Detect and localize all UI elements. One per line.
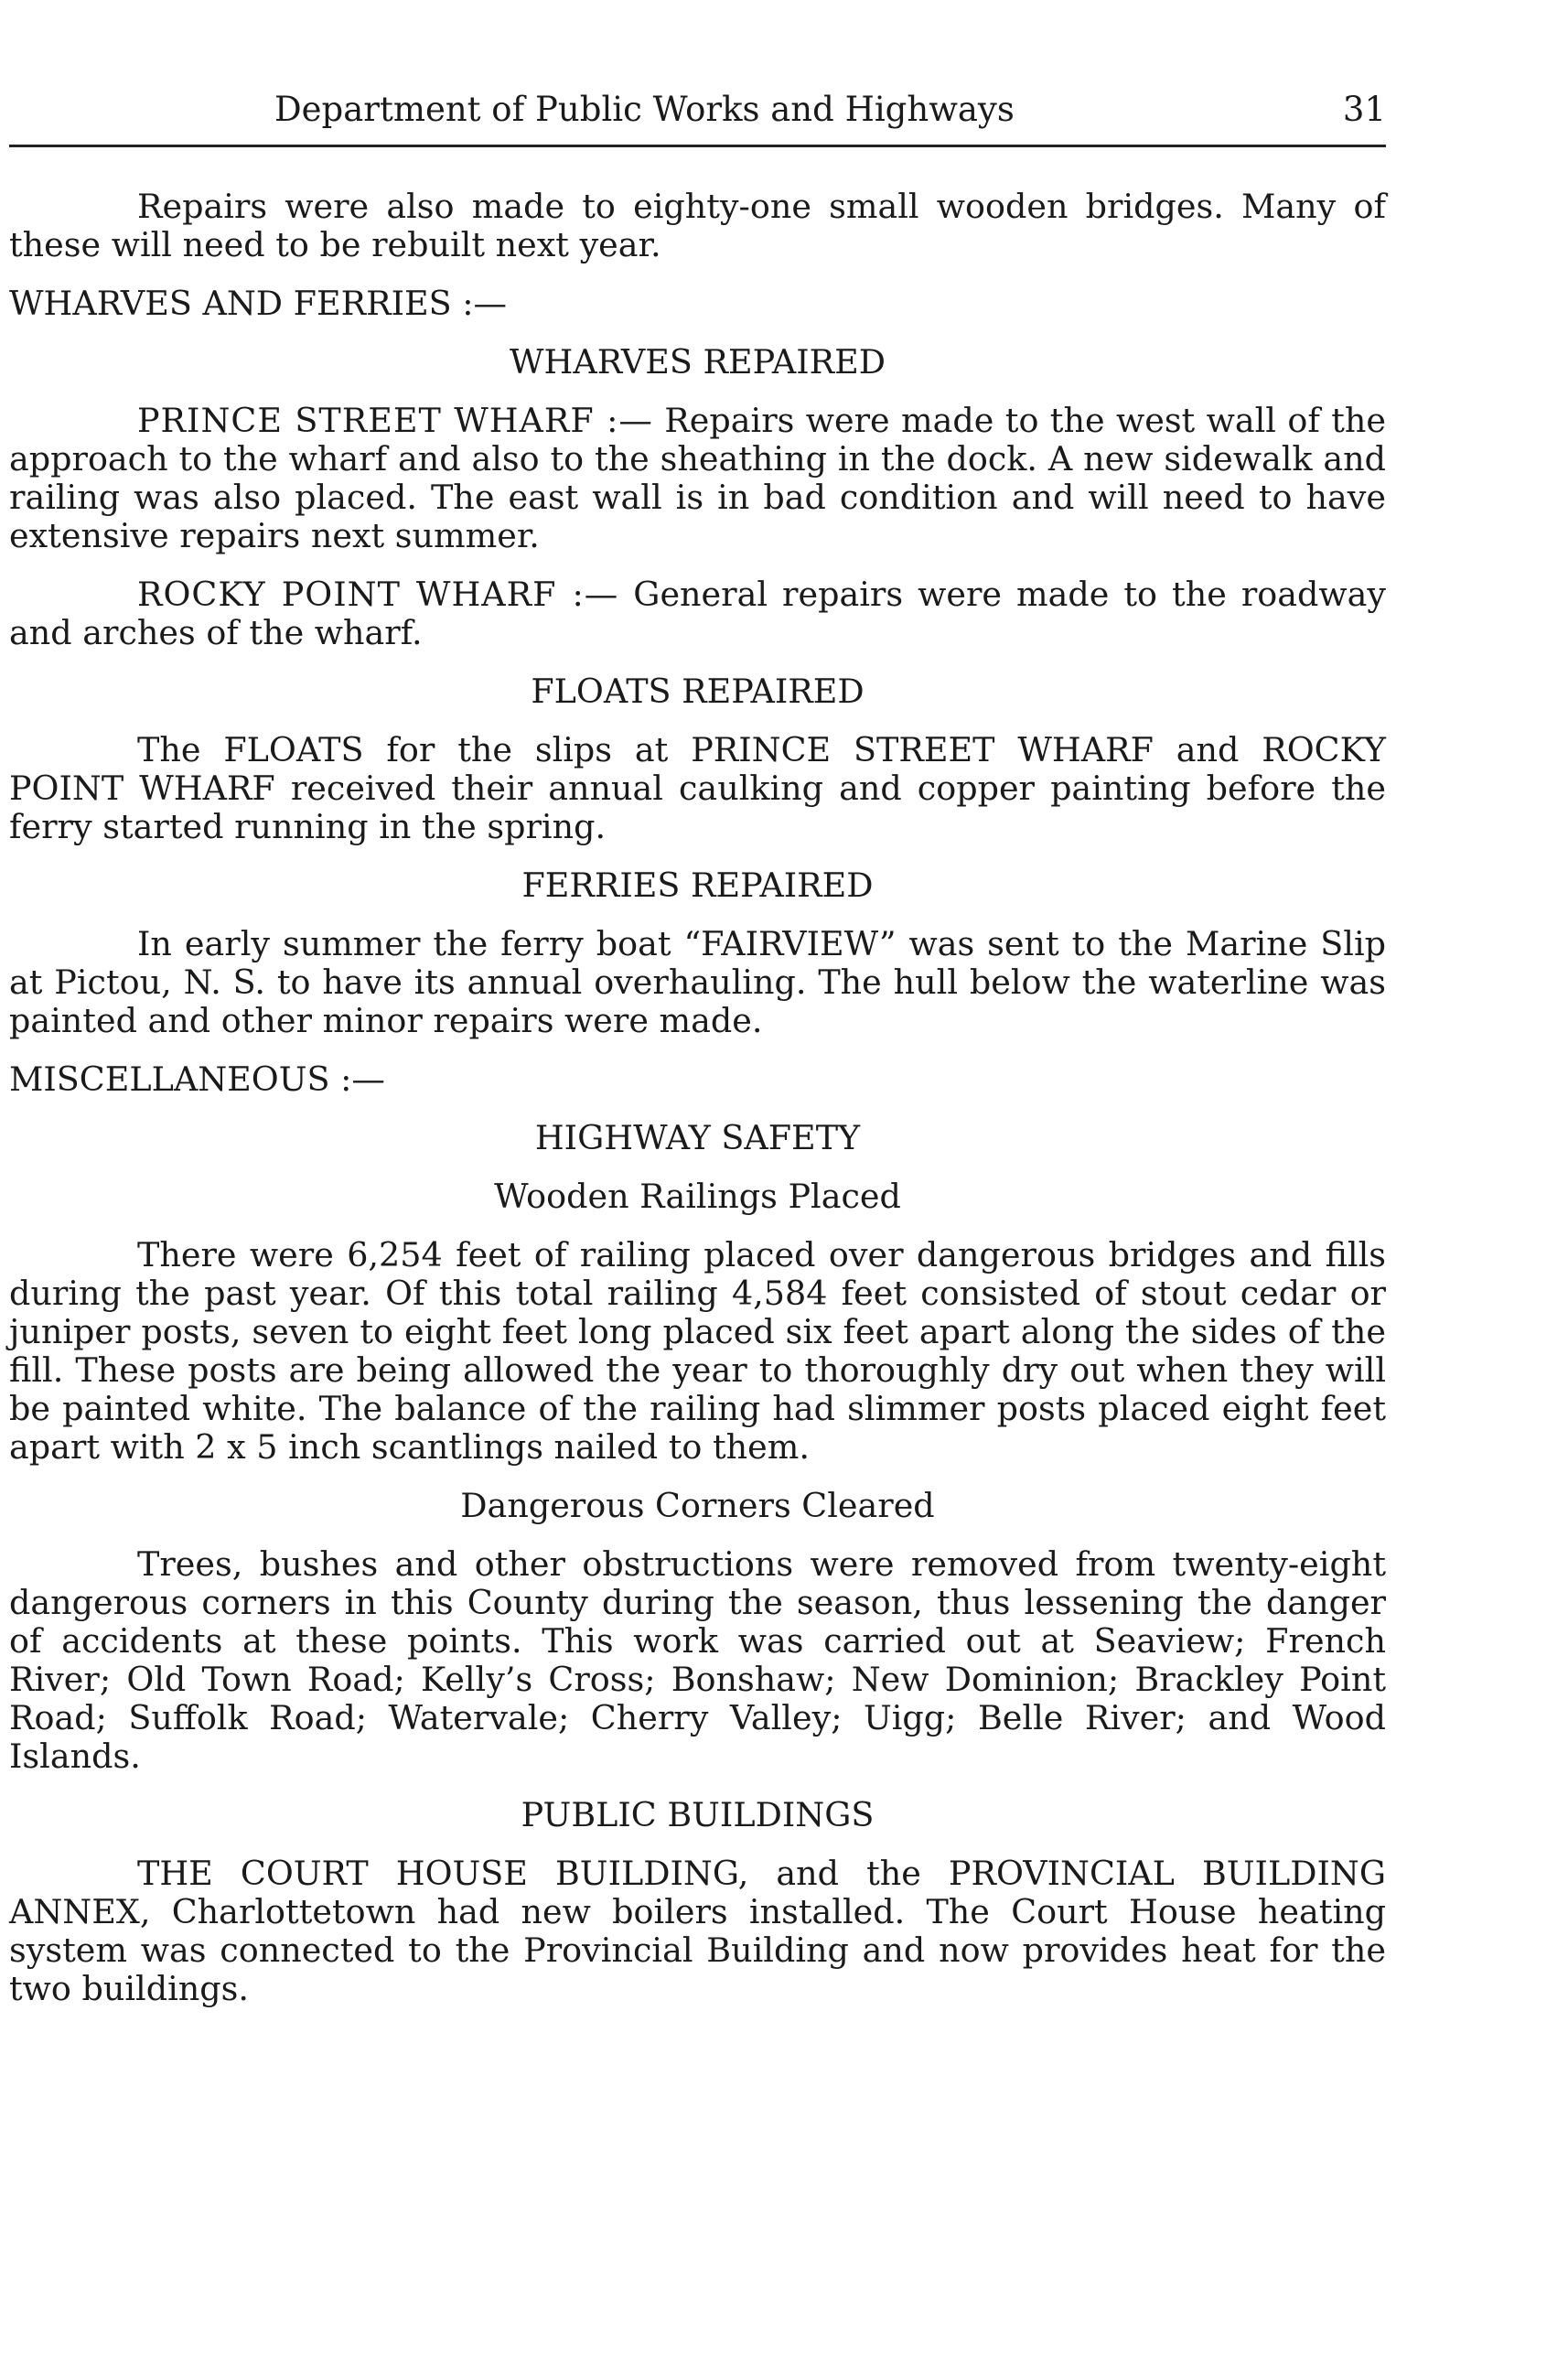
prince-street-paragraph: [9, 402, 1386, 555]
subheading-public-buildings: PUBLIC BUILDINGS: [521, 1795, 875, 1834]
prince-street-text: Repairs were made to the west wall of the approach to the wharf and also to the sheathing in the dock. A new sidewalk and railing was also placed. The east wall is in bad condition and will need to have extensive repairs next summer.: [9, 401, 1386, 555]
subheading-ferries-repaired: FERRIES REPAIRED: [521, 866, 874, 905]
subheading-wooden-railings: Wooden Railings Placed: [494, 1177, 901, 1216]
subheading-dangerous-corners: Dangerous Corners Cleared: [460, 1486, 935, 1525]
railings-paragraph: There were 6,254 feet of railing placed over dangerous bridges and fills during the past year. Of this total railing 4,584 feet consisted of stout cedar or juniper posts, seven to eight feet long placed six feet apart along the sides of the fill. These posts are being allowed the year to thoroughly dry out when they will be painted white. The balance of the railing had slimmer posts placed eight feet apart with 2 x 5 inch scantlings nailed to them.: [9, 1235, 1386, 1467]
page-header: [9, 88, 1386, 147]
rocky-point-text: General repairs were made to the roadway and arches of the wharf.: [9, 575, 1386, 652]
subheading-wharves-repaired: WHARVES REPAIRED: [510, 342, 886, 382]
running-title: Department of Public Works and Highways: [274, 90, 1015, 129]
section-heading-miscellaneous: MISCELLANEOUS :—: [9, 1059, 385, 1099]
floats-paragraph: The FLOATS for the slips at PRINCE STREET WHARF and ROCKY POINT WHARF received their annual caulking and copper painting before the ferry started running in the spring.: [9, 730, 1386, 846]
rocky-point-paragraph: [9, 575, 1386, 652]
public-buildings-paragraph: THE COURT HOUSE BUILDING, and the PROVINCIAL BUILDING ANNEX, Charlottetown had new boilers installed. The Court House heating system was connected to the Provincial Building and now provides heat for the two buildings.: [9, 1854, 1386, 2008]
page-number: 31: [1342, 90, 1386, 129]
rocky-point-lead: ROCKY POINT WHARF :—: [137, 575, 619, 614]
intro-paragraph: Repairs were also made to eighty-one small wooden bridges. Many of these will need to be rebuilt next year.: [9, 187, 1386, 264]
subheading-highway-safety: HIGHWAY SAFETY: [534, 1118, 861, 1157]
subheading-floats-repaired: FLOATS REPAIRED: [531, 672, 865, 711]
prince-street-lead: PRINCE STREET WHARF :—: [137, 401, 653, 440]
corners-paragraph: Trees, bushes and other obstructions were removed from twenty-eight dangerous corners in this County during the season, thus lessening the danger of accidents at these points. This work was carried out at Seaview; French River; Old Town Road; Kelly’s Cross; Bonshaw; New Dominion; Brackley Point Road; Suffolk Road; Watervale; Cherry Valley; Uigg; Belle River; and Wood Islands.: [9, 1544, 1386, 1776]
ferries-paragraph: In early summer the ferry boat “FAIRVIEW” was sent to the Marine Slip at Pictou, N. S. to have its annual overhauling. The hull below the waterline was painted and other minor repairs were made.: [9, 924, 1386, 1040]
section-heading-wharves-ferries: WHARVES AND FERRIES :—: [9, 284, 508, 323]
page-body: [9, 188, 1386, 2028]
